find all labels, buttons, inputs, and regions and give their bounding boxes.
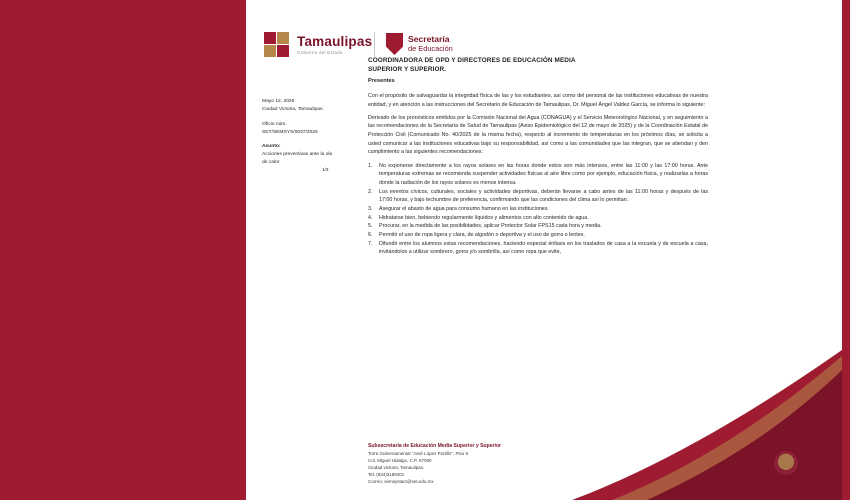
recommendation-text: Los eventos cívicos, culturales, sociales y actividades deportivas, deberán llevarse a cabo antes de las 11:00 horas y después de las 17:00 horas, y bajo techumbre de preferencia, confirmando que las condiciones del clima así lo permitan. <box>379 188 708 204</box>
document-header <box>246 14 842 60</box>
oficio-value: SET/SEMSYS/0037/2025 <box>262 129 318 135</box>
recommendation-item <box>368 231 708 240</box>
page-number: 1/3 <box>322 167 329 172</box>
recommendation-number: 2. <box>368 188 373 195</box>
footer-contact-block <box>368 443 668 486</box>
addressee-presentes: Presentes <box>368 78 395 84</box>
body-paragraph-2: Derivado de los pronósticos emitidos por la Comisión Nacional del Agua (CONAGUA) y el Servicio Meteorológico Nacional, y en seguimiento a las recomendaciones de la Secretaría de Salud de Tamaulipas (Aviso Epidemiológico del 12 de mayo de 2025) y de la Coordinación Estatal de Protección Civil (Comunicado No. 40/2025 de la misma fecha), respecto al incremento de temperaturas en los próximos días, se solicita a usted comunicar a las instituciones educativas bajo su responsabilidad, así como a las comunidades que las integran, que se atiendan y den cumplimiento a las siguientes recomendaciones: <box>368 114 708 156</box>
left-accent-band <box>0 0 246 500</box>
tamaulipas-logo <box>264 32 372 58</box>
document-body <box>368 92 708 257</box>
recommendation-text: Procurar, en la medida de las posibilidades, aplicar Protector Solar FPS15 cada hora y media. <box>379 223 602 230</box>
addressee-line-2: SUPERIOR Y SUPERIOR. <box>368 66 447 74</box>
recommendation-text: Asegurar el abasto de agua para consumo humano en las instituciones. <box>379 205 549 212</box>
recommendation-text: Hidratarse bien, bebiendo regularmente líquidos y alimentos con alto contenido de agua. <box>379 214 589 221</box>
recommendation-number: 4. <box>368 214 373 221</box>
recommendation-item <box>368 214 708 223</box>
asunto-label: Asunto: <box>262 144 281 150</box>
document-footer <box>246 428 842 500</box>
shield-icon <box>386 33 403 55</box>
oficio-label: Oficio núm. <box>262 121 287 127</box>
ministry-logo-line1: Secretaría <box>408 33 450 44</box>
tamaulipas-logo-tagline: Gobierno del Estado <box>297 49 343 55</box>
recommendation-text: Permitir el uso de ropa ligera y clara, de algodón o deportiva y el uso de gorra o lentes. <box>379 231 585 238</box>
recommendation-item <box>368 188 708 205</box>
letter-date: Mayo 12, 2025 <box>262 99 295 104</box>
header-divider <box>374 32 375 58</box>
recommendation-text: No exponerse directamente a los rayos solares en las horas donde estos son más intensos, entre las 11:00 y las 17:00 horas. Ante temperaturas extremas se recomienda suspender actividades físicas al aire libre como por ejemplo, educación física, y realizarlas a horas donde la radiación de los rayos solares es menos intensa. <box>379 162 708 186</box>
footer-address-line-2: Col. Miguel Hidalgo, C.P. 87090 <box>368 458 432 464</box>
right-accent-band <box>842 0 850 500</box>
recommendation-text: Difundir entre los alumnos estas recomendaciones, haciendo especial énfasis en los traslados de casa a la escuela y de escuela a casa, invitándolos a utilizar sombrero, gorra y/o sombrilla, así como ropa que evite, <box>379 240 708 256</box>
asunto-line-2: de calor <box>262 160 280 166</box>
tamaulipas-logo-name: Tamaulipas <box>297 34 373 50</box>
footer-title: Subsecretaría de Educación Media Superior y Superior <box>368 442 502 449</box>
recommendation-item <box>368 205 708 214</box>
recommendation-item <box>368 240 708 257</box>
footer-email: Correo: semsystam@set.edu.mx <box>368 479 434 485</box>
recommendation-item <box>368 222 708 231</box>
document-sheet <box>246 0 842 500</box>
tamaulipas-squares-icon <box>264 32 292 58</box>
asunto-line-1: Acciones preventivas ante la ola <box>262 152 333 158</box>
recommendation-number: 1. <box>368 162 373 169</box>
recommendation-number: 3. <box>368 205 373 212</box>
recommendation-number: 7. <box>368 240 373 247</box>
ministry-logo <box>386 33 453 55</box>
footer-phone: Tel. (834)3189401 <box>368 472 405 478</box>
recommendation-item <box>368 162 708 188</box>
addressee-block <box>368 56 668 75</box>
addressee-line-1: COORDINADORA DE OPD Y DIRECTORES DE EDUCACIÓN MEDIA <box>368 57 576 64</box>
footer-address-line-1: Torre Gubernamental "José López Portillo", Piso 9 <box>368 451 468 457</box>
body-paragraph-1: Con el propósito de salvaguardar la integridad física de las y los estudiantes, así como del personal de las instituciones educativas de nuestra entidad, y en atención a las instrucciones del Secretario de Educación de Tamaulipas, Dr. Miguel Ángel Valdez García, se informa lo siguiente: <box>368 93 708 108</box>
recommendation-number: 6. <box>368 231 373 238</box>
metadata-column <box>262 98 354 167</box>
letter-city: Ciudad Victoria, Tamaulipas. <box>262 106 324 112</box>
recommendation-number: 5. <box>368 223 373 230</box>
ministry-logo-line2: de Educación <box>408 43 453 53</box>
footer-address-line-3: Ciudad victoria, Tamaulipas. <box>368 465 425 471</box>
